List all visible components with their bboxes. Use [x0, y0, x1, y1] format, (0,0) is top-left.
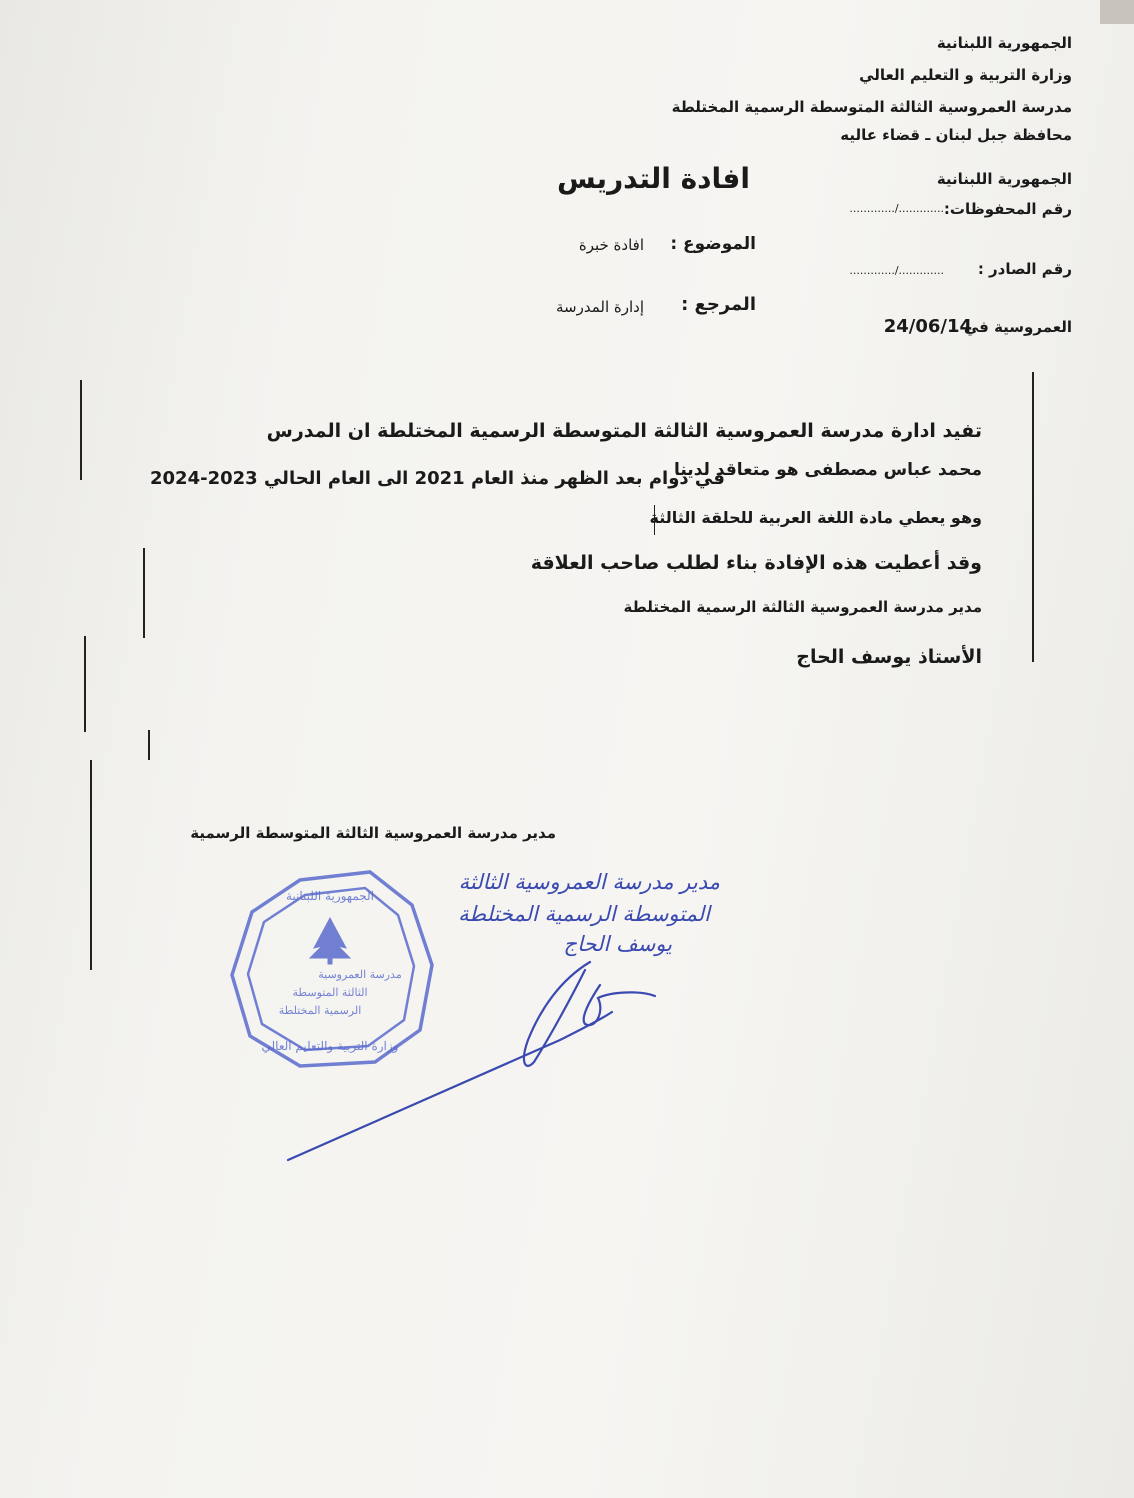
stamp-inner-text-3: الرسمية المختلطة [278, 1004, 362, 1017]
header-district: محافظة جبل لبنان ـ قضاء عاليه [840, 126, 1072, 144]
place-date-label: العمروسية في [963, 318, 1072, 336]
subject-value: افادة خبرة [578, 236, 644, 254]
footer-director: مدير مدرسة العمروسية الثالثة المتوسطة الرسمية [190, 824, 556, 842]
header-ministry: وزارة التربية و التعليم العالي [859, 66, 1072, 84]
archive-number-label: رقم المحفوظات: [943, 200, 1072, 218]
document-date: 24/06/14 [883, 316, 972, 337]
header-republic: الجمهورية اللبنانية [936, 34, 1072, 52]
outgoing-number-value: ............./............. [849, 264, 944, 277]
body-line-4: وقد أعطيت هذه الإفادة بناء لطلب صاحب العلاقة [530, 552, 982, 574]
outgoing-number-label: رقم الصادر : [977, 260, 1072, 278]
reference-label: المرجع : [681, 294, 756, 315]
header-school: مدرسة العمروسية الثالثة المتوسطة الرسمية المختلطة [671, 98, 1072, 116]
cedar-icon [310, 918, 350, 964]
body-line-6: الأستاذ يوسف الحاج [796, 646, 982, 668]
signature-line-1: مدير مدرسة العمروسية الثالثة [458, 870, 720, 894]
archive-number-value: ............./............. [849, 202, 944, 215]
stamp-outer-text-bottom: وزارة التربية والتعليم العالي [261, 1039, 399, 1053]
body-line-5: مدير مدرسة العمروسية الثالثة الرسمية المختلطة [623, 598, 982, 616]
subject-label: الموضوع : [670, 234, 756, 254]
signature-line-2: المتوسطة الرسمية المختلطة [458, 902, 710, 926]
body-line-1: تفيد ادارة مدرسة العمروسية الثالثة المتوسطة الرسمية المختلطة ان المدرس [266, 420, 982, 442]
document-title: افادة التدريس [556, 162, 750, 195]
signature-line-3: يوسف الحاج [563, 932, 672, 956]
reference-value: إدارة المدرسة [555, 298, 644, 316]
body-line-2b: في دوام بعد الظهر منذ العام 2021 الى العام الحالي 2023-2024 [150, 468, 725, 489]
body-line-3: وهو يعطي مادة اللغة العربية للحلقة الثالثة [649, 508, 982, 527]
stamp-outer-text-top: الجمهورية اللبنانية [285, 889, 375, 903]
stamp-inner-text-2: الثالثة المتوسطة [292, 986, 368, 999]
body-line-2a: محمد عباس مصطفى هو متعاقد لدينا [673, 460, 982, 480]
stamp-inner-text-1: مدرسة العمروسية [318, 968, 402, 981]
meta-republic: الجمهورية اللبنانية [936, 170, 1072, 188]
